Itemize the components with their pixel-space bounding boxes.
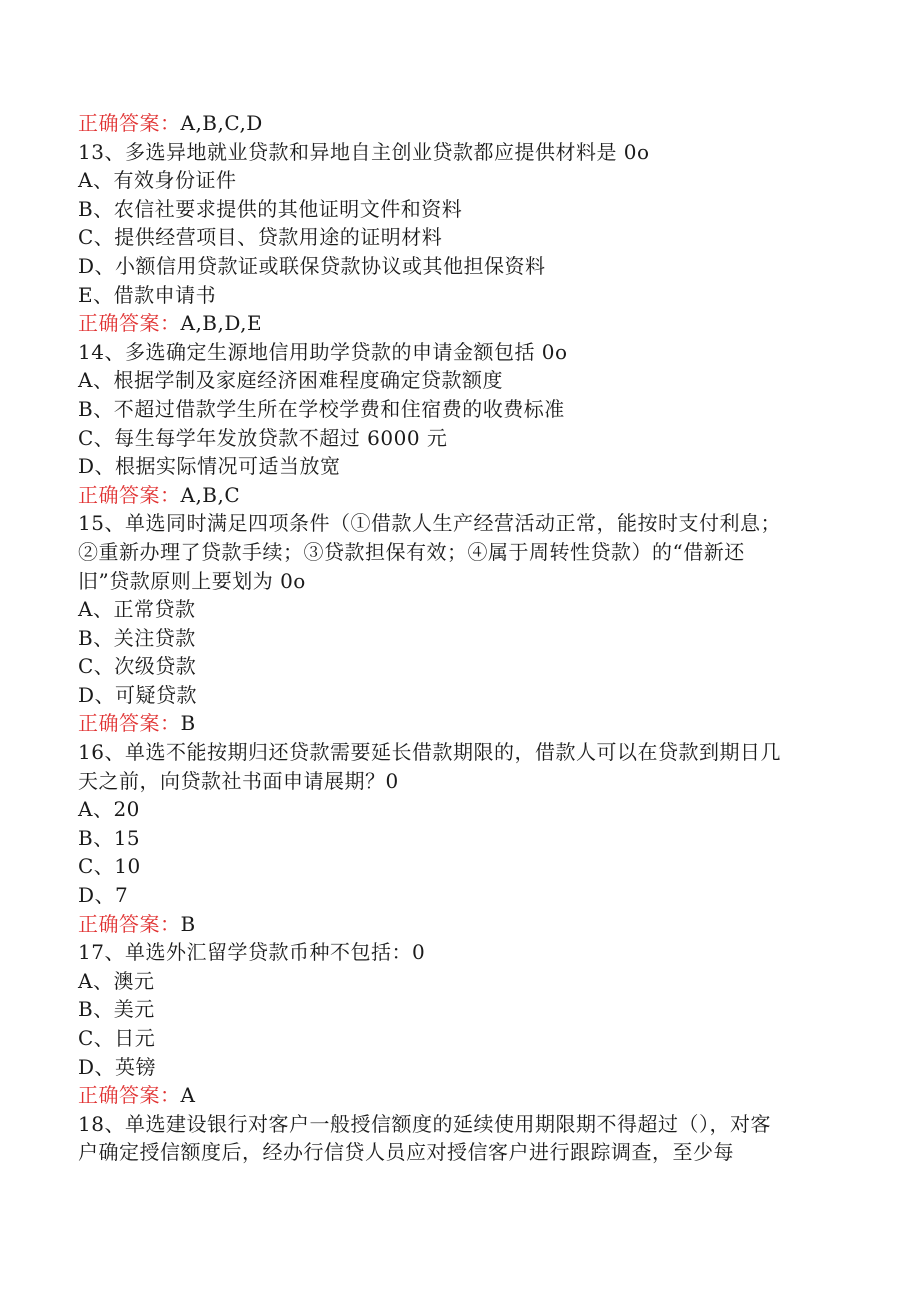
option-item: A、20 — [78, 797, 140, 822]
option-item: C、次级贷款 — [78, 654, 197, 679]
option-item: C、提供经营项目、贷款用途的证明材料 — [78, 225, 443, 250]
answer-label: 正确答案： — [78, 1083, 181, 1108]
option-item: C、每生每学年发放贷款不超过 6000 元 — [78, 425, 448, 450]
option-item: A、正常贷款 — [78, 597, 196, 622]
option-item: C、10 — [78, 854, 141, 879]
answer-line — [78, 910, 838, 939]
option-item: E、借款申请书 — [78, 282, 217, 307]
question-text: 户确定授信额度后，经办行信贷人员应对授信客户进行跟踪调查，至少每 — [78, 1140, 734, 1165]
answer-label: 正确答案： — [78, 482, 181, 507]
option-item: A、澳元 — [78, 968, 155, 993]
option-item: B、15 — [78, 825, 141, 850]
answer-label: 正确答案： — [78, 911, 181, 936]
option-item: A、根据学制及家庭经济困难程度确定贷款额度 — [78, 368, 503, 393]
option-item: B、农信社要求提供的其他证明文件和资料 — [78, 196, 463, 221]
answer-value: B — [180, 911, 196, 936]
question-text: 旧”贷款原则上要划为 0o — [78, 568, 306, 593]
question-text: 15、单选同时满足四项条件（①借款人生产经营活动正常，能按时支付利息； — [78, 511, 781, 536]
answer-line — [78, 309, 838, 338]
question-text: ②重新办理了贷款手续；③贷款担保有效；④属于周转性贷款）的“借新还 — [78, 539, 745, 564]
answer-label: 正确答案： — [78, 711, 181, 736]
question-text: 17、单选外汇留学贷款币种不包括：0 — [78, 940, 426, 965]
answer-line — [78, 109, 838, 138]
option-item: D、根据实际情况可适当放宽 — [78, 454, 341, 479]
answer-line — [78, 709, 838, 738]
question-text: 13、多选异地就业贷款和异地自主创业贷款都应提供材料是 0o — [78, 139, 650, 164]
answer-value: B — [180, 711, 196, 736]
option-item: B、不超过借款学生所在学校学费和住宿费的收费标准 — [78, 396, 565, 421]
question-text: 18、单选建设银行对客户一般授信额度的延续使用期限期不得超过（），对客 — [78, 1111, 771, 1136]
option-item: B、美元 — [78, 997, 155, 1022]
option-item: D、小额信用贷款证或联保贷款协议或其他担保资料 — [78, 253, 546, 278]
document-body — [78, 109, 838, 1167]
answer-line — [78, 1081, 838, 1110]
answer-value: A,B,C,D — [180, 111, 263, 135]
answer-value: A,B,C — [180, 482, 241, 507]
option-item: A、有效身份证件 — [78, 168, 237, 193]
option-item: D、可疑贷款 — [78, 682, 198, 707]
answer-label: 正确答案： — [78, 311, 181, 336]
question-text: 14、多选确定生源地信用助学贷款的申请金额包括 0o — [78, 339, 568, 364]
option-item: D、英镑 — [78, 1054, 157, 1079]
answer-label: 正确答案： — [78, 111, 181, 135]
answer-value: A,B,D,E — [180, 311, 263, 336]
answer-value: A — [180, 1083, 196, 1108]
option-item: B、关注贷款 — [78, 625, 196, 650]
option-item: C、日元 — [78, 1026, 156, 1050]
answer-line — [78, 481, 838, 510]
option-item: D、7 — [78, 883, 129, 908]
question-text: 天之前，向贷款社书面申请展期？0 — [78, 768, 399, 793]
question-text: 16、单选不能按期归还贷款需要延长借款期限的，借款人可以在贷款到期日几 — [78, 740, 781, 765]
